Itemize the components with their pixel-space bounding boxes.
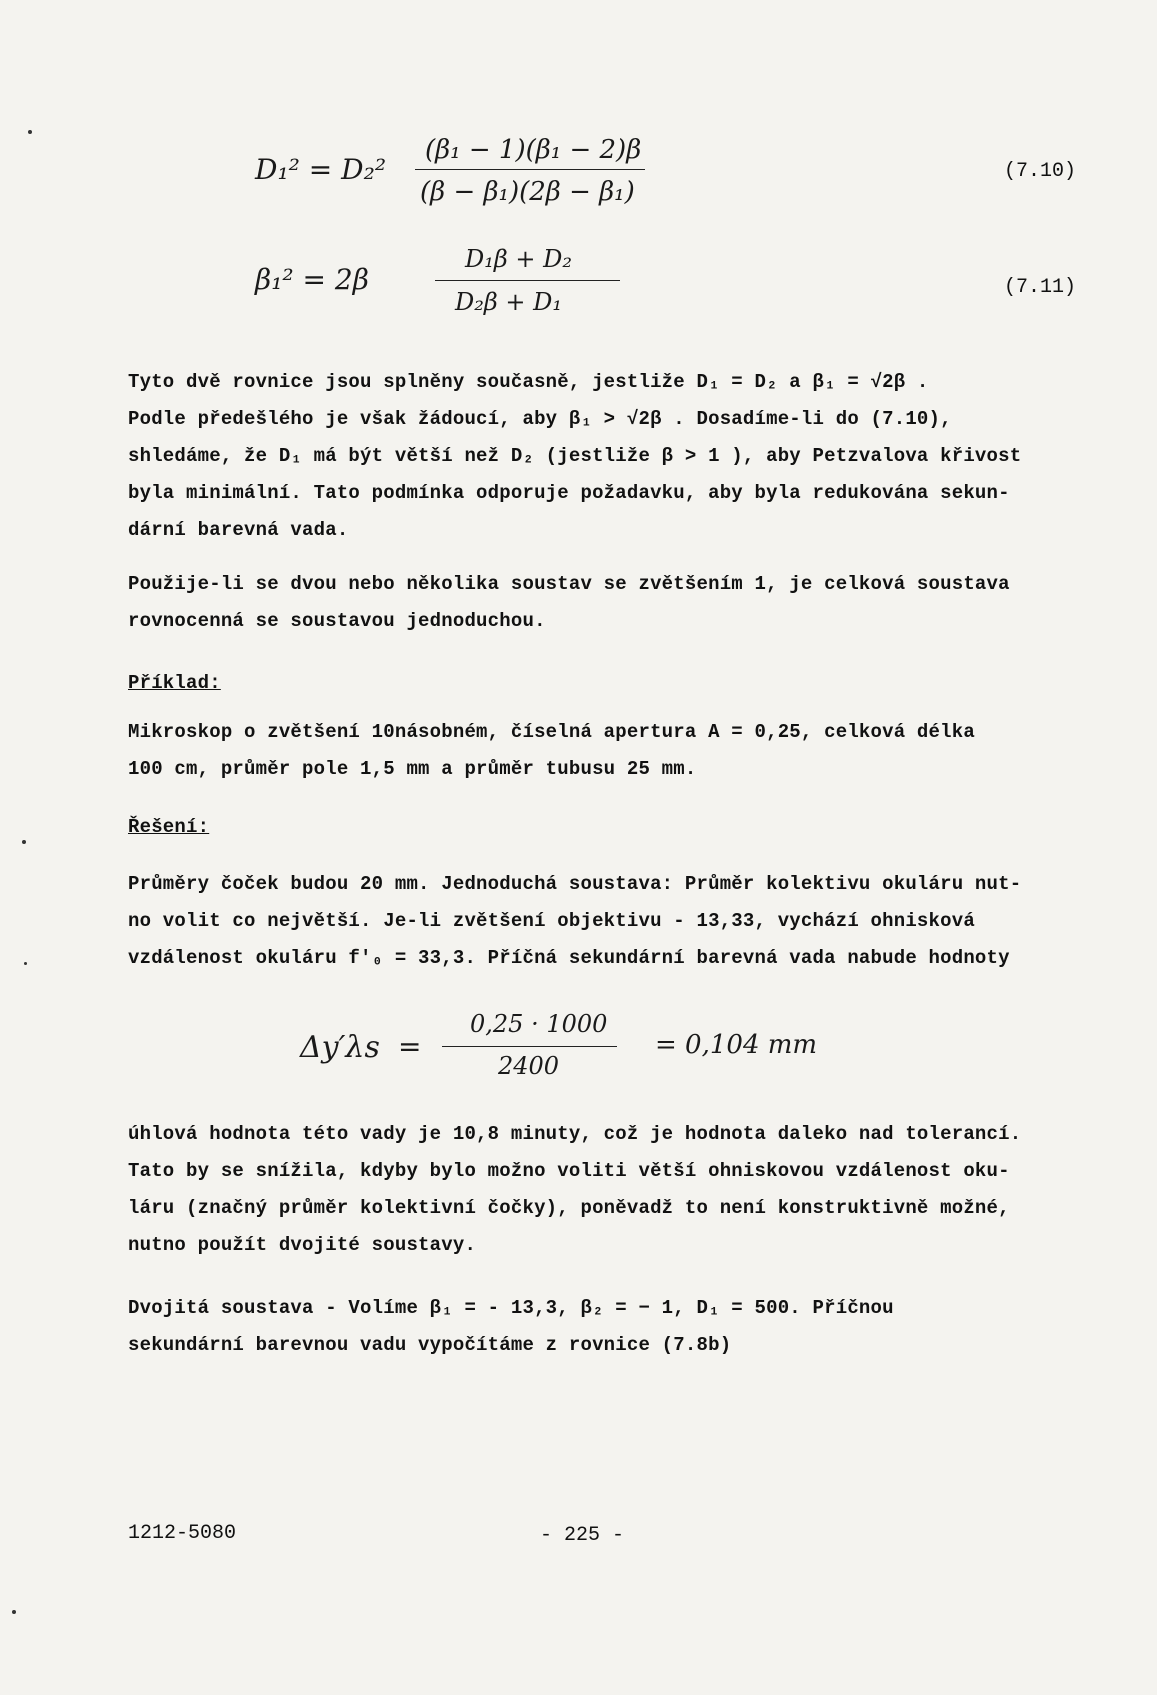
eq-7-10-number: (7.10) bbox=[1004, 160, 1077, 183]
eq-7-10-fraction-bar bbox=[415, 169, 645, 170]
text-line: vzdálenost okuláru f′₀ = 33,3. Příčná sekundární barevná vada nabude hodnoty bbox=[128, 947, 1010, 969]
paragraph-double-system bbox=[128, 1290, 1078, 1364]
text-line: úhlová hodnota této vady je 10,8 minuty, což je hodnota daleko nad tolerancí. bbox=[128, 1123, 1022, 1145]
text-line: Mikroskop o zvětšení 10násobném, číselná apertura A = 0,25, celková délka bbox=[128, 721, 975, 743]
eq-7-11-numerator: D₁β + D₂ bbox=[465, 245, 572, 273]
text-line: rovnocenná se soustavou jednoduchou. bbox=[128, 610, 546, 632]
text-line: Tyto dvě rovnice jsou splněny současně, jestliže D₁ = D₂ a β₁ = √2β . bbox=[128, 371, 929, 393]
solution-heading: Řešení: bbox=[128, 816, 210, 838]
solution-text bbox=[128, 866, 1078, 977]
equation-7-10 bbox=[255, 135, 975, 215]
text-line: shledáme, že D₁ má být větší než D₂ (jestliže β > 1 ), aby Petzvalova křivost bbox=[128, 445, 1022, 467]
eq-delta-fraction-bar bbox=[442, 1046, 617, 1047]
example-heading: Příklad: bbox=[128, 672, 221, 694]
paragraph-multiple-systems bbox=[128, 566, 1078, 640]
equation-7-11 bbox=[255, 245, 975, 325]
text-line: Použije-li se dvou nebo několika soustav se zvětšením 1, je celková soustava bbox=[128, 573, 1010, 595]
example-section bbox=[128, 665, 1078, 702]
scan-speck bbox=[24, 962, 27, 965]
text-line: Dvojitá soustava - Volíme β₁ = - 13,3, β₂ = − 1, D₁ = 500. Příčnou bbox=[128, 1297, 894, 1319]
eq-delta-lhs: Δy′λs bbox=[300, 1030, 380, 1065]
text-line: Průměry čoček budou 20 mm. Jednoduchá soustava: Průměr kolektivu okuláru nut- bbox=[128, 873, 1022, 895]
paragraph-petzval bbox=[128, 364, 1078, 549]
eq-7-11-number: (7.11) bbox=[1004, 276, 1077, 299]
eq-delta-numerator: 0,25 · 1000 bbox=[470, 1010, 608, 1038]
eq-delta-equals: = bbox=[398, 1030, 422, 1063]
text-line: láru (značný průměr kolektivní čočky), poněvadž to není konstruktivně možné, bbox=[128, 1197, 1010, 1219]
eq-7-10-numerator: (β₁ − 1)(β₁ − 2)β bbox=[425, 135, 642, 165]
example-text bbox=[128, 714, 1078, 788]
eq-7-11-fraction-bar bbox=[435, 280, 620, 281]
paragraph-angular-value bbox=[128, 1116, 1078, 1264]
eq-delta-result: = 0,104 mm bbox=[655, 1030, 818, 1060]
text-line: nutno použít dvojité soustavy. bbox=[128, 1234, 477, 1256]
text-line: dární barevná vada. bbox=[128, 519, 349, 541]
text-line: byla minimální. Tato podmínka odporuje požadavku, aby byla redukována sekun- bbox=[128, 482, 1010, 504]
scan-speck bbox=[28, 130, 32, 134]
eq-7-10-lhs: D₁² = D₂² bbox=[255, 153, 387, 186]
text-line: sekundární barevnou vadu vypočítáme z rovnice (7.8b) bbox=[128, 1334, 732, 1356]
eq-7-11-lhs: β₁² = 2β bbox=[255, 263, 369, 296]
text-line: Podle předešlého je však žádoucí, aby β₁ > √2β . Dosadíme-li do (7.10), bbox=[128, 408, 952, 430]
text-line: Tato by se snížila, kdyby bylo možno voliti větší ohniskovou vzdálenost oku- bbox=[128, 1160, 1010, 1182]
text-line: no volit co největší. Je-li zvětšení objektivu - 13,33, vychází ohnisková bbox=[128, 910, 975, 932]
text-line: 100 cm, průměr pole 1,5 mm a průměr tubusu 25 mm. bbox=[128, 758, 697, 780]
eq-delta-denominator: 2400 bbox=[498, 1052, 560, 1080]
footer-page-number: - 225 - bbox=[540, 1524, 625, 1547]
eq-7-10-denominator: (β − β₁)(2β − β₁) bbox=[420, 177, 635, 207]
footer-document-code: 1212-5080 bbox=[128, 1522, 237, 1545]
eq-7-11-denominator: D₂β + D₁ bbox=[455, 288, 562, 316]
scan-speck bbox=[12, 1610, 16, 1614]
scan-speck bbox=[22, 840, 26, 844]
solution-section bbox=[128, 809, 1078, 846]
equation-delta-y bbox=[300, 1008, 860, 1088]
